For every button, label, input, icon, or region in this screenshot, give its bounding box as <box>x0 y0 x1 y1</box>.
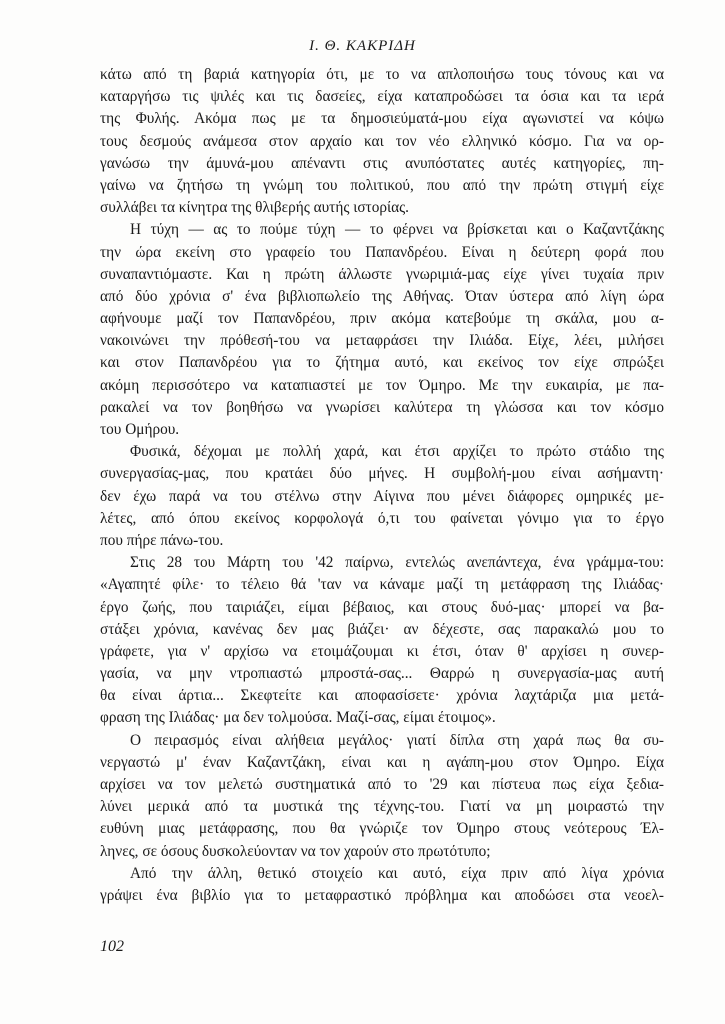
text-line: γράψει ένα βιβλίο για το μεταφραστικό πρόβλημα και αποδώσει στα νεοελ- <box>100 886 664 904</box>
text-line: της Φυλής. Ακόμα πως με τα δημοσιεύματά-μου είχα αγωνιστεί να κόψω <box>100 110 664 128</box>
text-line: που πήρε πάνω-του. <box>100 531 224 549</box>
text-line: του Ομήρου. <box>100 421 180 438</box>
body-text <box>100 64 664 907</box>
text-line: στάξει χρόνια, κανένας δεν μας βιάζει· αν δέχεστε, σας παρακαλώ μου το <box>100 620 664 638</box>
text-line: λέτες, από όπου εκείνος κορφολογά ό,τι του φαίνεται γόνιμο για το έργο <box>100 509 664 527</box>
text-line: νακοινώνει την πρόθεσή-του να μεταφράσει την Ιλιάδα. Είχε, λέει, μιλήσει <box>100 332 664 350</box>
text-line: ληνες, σε όσους δυσκολεύονταν να τον χαρούν στο πρωτότυπο; <box>100 842 491 860</box>
text-line: Στις 28 του Μάρτη του '42 παίρνω, εντελώς ανεπάντεχα, ένα γράμμα-του: <box>130 554 664 572</box>
text-line: συνεργασίας-μας, που κρατάει δύο μήνες. Η συμβολή-μου είναι ασήμαντη· <box>100 465 664 483</box>
text-line: Ο πειρασμός είναι αλήθεια μεγάλος· γιατί δίπλα στη χαρά πως θα συ- <box>130 731 664 749</box>
text-line: φραση της Ιλιάδας· μα δεν τολμούσα. Μαζί-σας, είμαι έτοιμος». <box>100 709 496 727</box>
text-line: Από την άλλη, θετικό στοιχείο και αυτό, είχα πριν από λίγα χρόνια <box>130 864 664 882</box>
text-line: έργο ζωής, που ταιριάζει, είμαι βέβαιος, και στους δυό-μας· μπορεί να βα- <box>100 598 664 616</box>
text-line: κάτω από τη βαριά κατηγορία ότι, με το να απλοποιήσω τους τόνους και να <box>100 66 664 83</box>
text-line: συναπαντιόμαστε. Και η πρώτη άλλωστε γνωριμιά-μας είχε γίνει τυχαία πριν <box>100 265 664 283</box>
text-line: γαίνω να ζητήσω τη γνώμη του πολιτικού, που από την πρώτη στιγμή είχε <box>100 176 664 194</box>
text-line: και στον Παπανδρέου για το ζήτημα αυτό, και εκείνος τον είχε σπρώξει <box>100 354 664 372</box>
text-line: από δύο χρόνια σ' ένα βιβλιοπωλείο της Αθήνας. Όταν ύστερα από λίγη ώρα <box>100 287 664 305</box>
text-line: αφήνουμε μαζί τον Παπανδρέου, πριν ακόμα κατεβούμε τη σκάλα, μου α- <box>100 310 664 328</box>
page-number: 102 <box>100 938 124 955</box>
text-line: καταργήσω τις ψιλές και τις δασείες, είχα καταπροδώσει τα όσια και τα ιερά <box>100 88 664 106</box>
text-line: νεργαστώ μ' έναν Καζαντζάκη, είναι και η αγάπη-μου στον Όμηρο. Είχα <box>100 753 664 771</box>
text-line: γασία, να μην ντροπιαστώ μπροστά-σας... Θαρρώ η συνεργασία-μας αυτή <box>100 665 664 683</box>
text-line: συλλάβει τα κίνητρα της θλιβερής αυτής ιστορίας. <box>100 199 410 217</box>
text-line: θα είναι άρτια... Σκεφτείτε και αποφασίσετε· χρόνια λαχτάριζα μια μετά- <box>100 687 664 705</box>
text-line: λύνει μερικά από τα μυστικά της τέχνης-του. Γιατί να μη μοιραστώ την <box>100 798 664 816</box>
text-line: ευθύνη μιας μετάφρασης, που θα γνώριζε τον Όμηρο στους νεότερους Έλ- <box>100 820 664 838</box>
text-line: γράφετε, για ν' αρχίσω να ετοιμάζουμαι κι έτσι, όταν θ' αρχίσει η συνερ- <box>100 642 664 660</box>
text-line: τους δεσμούς ανάμεσα στον αρχαίο και τον νέο ελληνικό κόσμο. Για να ορ- <box>100 132 664 150</box>
text-line: ακόμη περισσότερο να καταπιαστεί με τον Όμηρο. Με την ευκαιρία, με πα- <box>100 376 664 394</box>
text-line: γανώσω την άμυνά-μου απέναντι στις ανυπόστατες αυτές κατηγορίες, πη- <box>100 154 664 172</box>
text-line: αρχίσει να τον μελετώ συστηματικά από το '29 και πίστευα πως είχα ξεδια- <box>100 776 664 793</box>
text-line: «Αγαπητέ φίλε· το τέλειο θά 'ταν να κάναμε μαζί τη μετάφραση της Ιλιάδας· <box>100 576 664 594</box>
text-line: την ώρα εκείνη στο γραφείο του Παπανδρέου. Είναι η δεύτερη φορά που <box>100 243 664 261</box>
text-line: Φυσικά, δέχομαι με πολλή χαρά, και έτσι αρχίζει το πρώτο στάδιο της <box>130 443 664 461</box>
text-line: Η τύχη — ας το πούμε τύχη — το φέρνει να βρίσκεται και ο Καζαντζάκης <box>130 221 664 239</box>
text-line: ρακαλεί να τον βοηθήσω να γνωρίσει καλύτερα τη γλώσσα και τον κόσμο <box>100 398 664 416</box>
running-head: Ι. Θ. ΚΑΚΡΙΔΗ <box>309 38 416 54</box>
text-line: δεν έχω παρά να του στέλνω στην Αίγινα που μένει διάφορες ομηρικές με- <box>100 487 664 505</box>
